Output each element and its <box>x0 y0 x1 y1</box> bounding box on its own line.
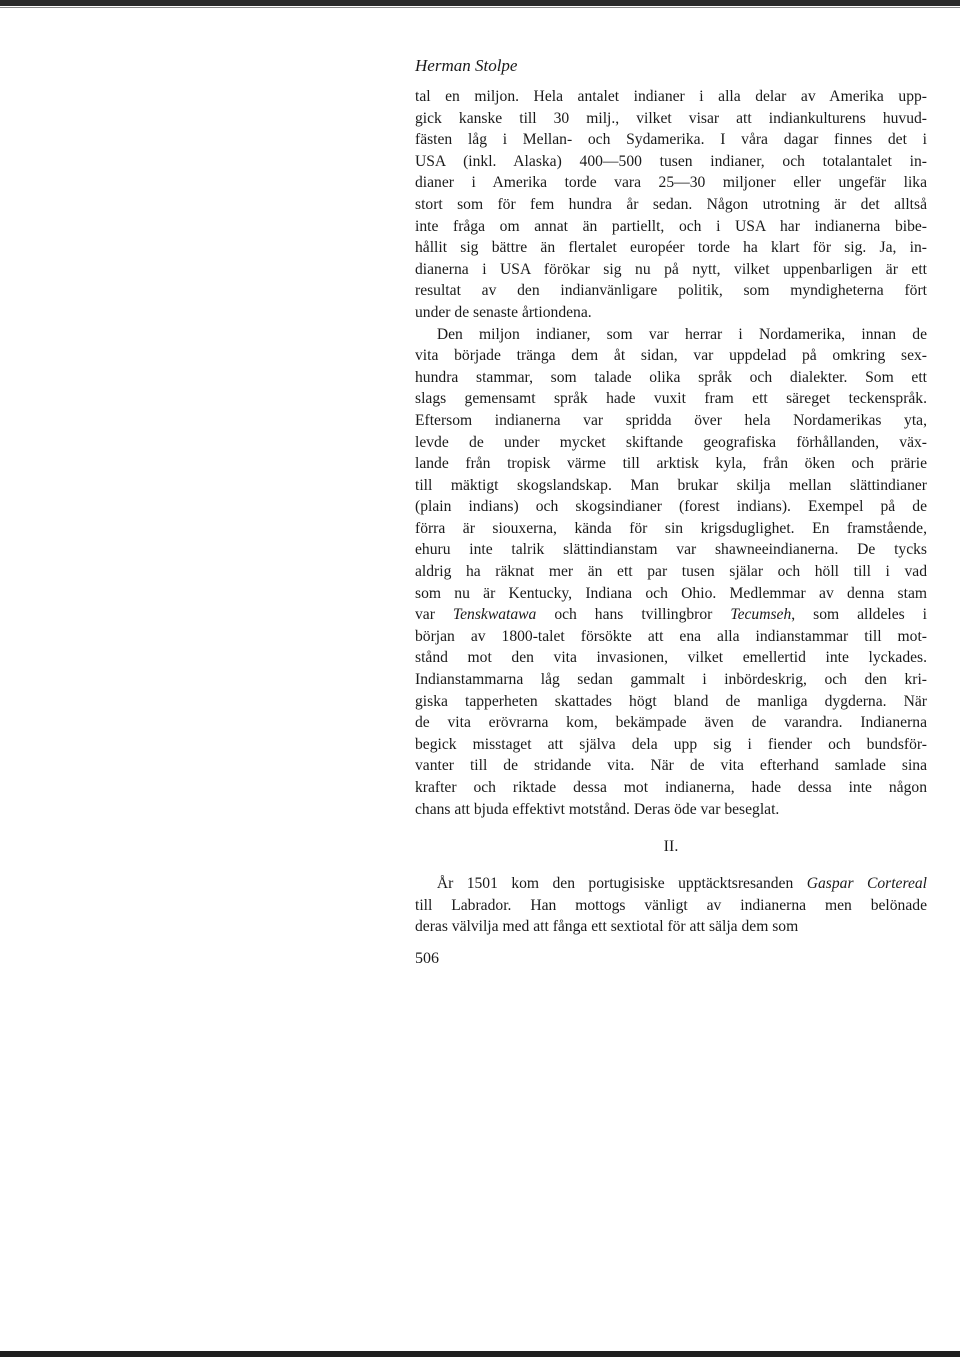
text-line: dianer i Amerika torde vara 25—30 miljoner eller ungefär lika <box>415 174 927 192</box>
text-line: Den miljon indianer, som var herrar i Nordamerika, innan de <box>436 325 927 343</box>
paragraph-2 <box>415 324 927 821</box>
text-line: hundra stammar, som talade olika språk och dialekter. Som ett <box>415 368 927 386</box>
text-line: stånd mot den vita invasionen, vilket emellertid inte lyckades. <box>415 649 927 667</box>
text-line: aldrig ha räknat mer än ett par tusen själar och höll till i vad <box>415 563 927 581</box>
section-heading: II. <box>663 838 679 855</box>
text-line: levde de under mycket skiftande geografiska förhållanden, väx- <box>415 433 927 451</box>
text-line: lande från tropisk värme till arktisk kyla, från öken och prärie <box>415 455 927 473</box>
top-edge-thin-rule <box>0 7 960 8</box>
text-line: chans att bjuda effektivt motstånd. Deras öde var beseglat. <box>415 800 780 818</box>
text-line: ehuru inte talrik slättindianstam var shawneeindianerna. De tycks <box>415 541 927 559</box>
paragraph-1 <box>415 86 927 324</box>
text-line: stort som för fem hundra år sedan. Någon utrotning är det alltså <box>415 195 927 213</box>
text-line: vita började tränga dem åt sidan, var uppdelad på omkring sex- <box>415 347 927 365</box>
text-line: fästen låg i Mellan- och Sydamerika. I våra dagar finnes det i <box>415 131 927 149</box>
top-edge-rule <box>0 0 960 6</box>
text-line: giska tapperheten skattades högt bland de manliga dygderna. När <box>415 692 927 710</box>
text-line: var Tenskwatawa och hans tvillingbror Tecumseh, som alldeles i <box>415 606 927 624</box>
italic-name: Gaspar Cortereal <box>806 875 927 892</box>
text-line: begick misstaget att själva dela upp sig i fiender och bundsför- <box>415 735 927 753</box>
text-line: till Labrador. Han mottogs vänligt av indianerna men belönade <box>415 896 927 914</box>
text-line: År 1501 kom den portugisiske upptäcktsresanden Gaspar Cortereal <box>436 875 927 892</box>
text-line: hållit sig bättre än flertalet européer torde ha klart för sig. Ja, in- <box>415 239 927 257</box>
text-line: tal en miljon. Hela antalet indianer i alla delar av Amerika upp- <box>415 88 927 105</box>
text-line: USA (inkl. Alaska) 400—500 tusen indianer, och totalantalet in- <box>415 152 927 170</box>
text-line: vanter till de stridande vita. När de vita efterhand samlade sina <box>415 757 927 775</box>
italic-name: Tecumseh <box>730 606 792 624</box>
text-line: som nu är Kentucky, Indiana och Ohio. Medlemmar av denna stam <box>415 584 927 602</box>
text-line: resultat av den indianvänligare politik, som myndigheterna fört <box>415 282 927 300</box>
text-line: slags gemensamt språk hade vuxit fram ett säreget teckenspråk. <box>415 390 927 408</box>
section-text <box>415 873 927 938</box>
text-line: (plain indians) och skogsindianer (forest indians). Exempel på de <box>415 498 927 516</box>
italic-name: Tenskwatawa <box>452 606 537 624</box>
text-line: inte fråga om annat än partiellt, och i USA har indianerna bibe- <box>415 217 927 235</box>
page-number: 506 <box>415 950 439 967</box>
text-line: krafter och riktade dessa mot indianerna, hade dessa inte någon <box>415 779 927 796</box>
running-head: Herman Stolpe <box>415 56 518 75</box>
text-line: dianerna i USA förökar sig nu på nytt, vilket uppenbarligen är ett <box>415 260 927 278</box>
text-line: Indianstammarna låg sedan gammalt i inbördeskrig, och den kri- <box>415 671 927 689</box>
body-text <box>415 86 927 820</box>
text-line: förra är siouxerna, kända för sin krigsduglighet. En framstående, <box>415 519 927 537</box>
text-line: deras välvilja med att fånga ett sextiotal för att sälja dem som <box>415 918 799 936</box>
text-line: början av 1800-talet försökte att ena alla indianstammar till mot- <box>415 627 927 645</box>
text-line: de vita erövrarna kom, bekämpade även de varandra. Indianerna <box>415 714 927 732</box>
text-line: gick kanske till 30 milj., vilket visar att indiankulturens huvud- <box>415 109 927 127</box>
text-line: till mäktigt skogslandskap. Man brukar skilja mellan slättindianer <box>415 476 927 494</box>
section-paragraph <box>415 873 927 938</box>
text-line: under de senaste årtiondena. <box>415 303 592 321</box>
bottom-edge-rule <box>0 1351 960 1357</box>
text-line: Eftersom indianerna var spridda över hela Nordamerikas yta, <box>415 411 927 429</box>
